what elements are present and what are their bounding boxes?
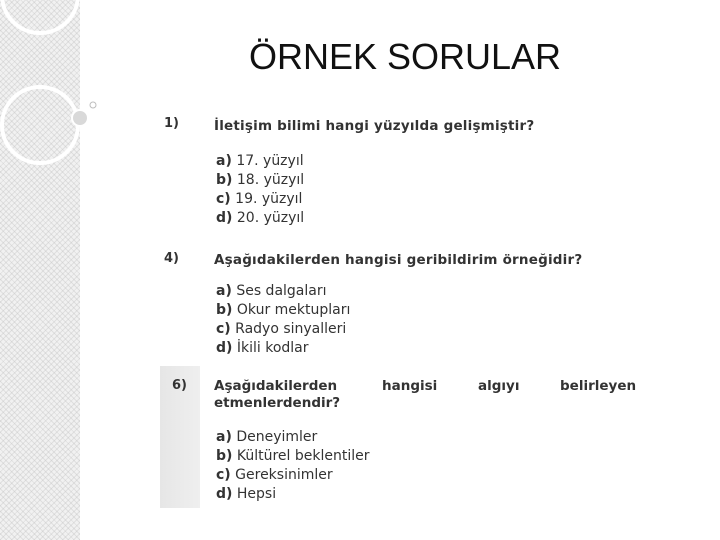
question-number: 4) <box>164 251 179 266</box>
option-item: d) İkili kodlar <box>216 340 309 356</box>
option-item: c) Gereksinimler <box>216 467 333 483</box>
question-text-word: Aşağıdakilerden <box>214 378 338 394</box>
option-item: b) Kültürel beklentiler <box>216 448 370 464</box>
decorative-circles-icon <box>0 0 110 200</box>
option-list <box>216 428 370 504</box>
option-item: a) 17. yüzyıl <box>216 153 304 169</box>
question-text: Aşağıdakilerden hangisi geribildirim örneğidir? <box>214 252 583 268</box>
page-title: ÖRNEK SORULAR <box>248 36 562 77</box>
option-item: b) 18. yüzyıl <box>216 172 305 188</box>
question-number: 1) <box>164 116 179 131</box>
option-item: d) Hepsi <box>216 486 277 502</box>
option-item: d) 20. yüzyıl <box>216 210 305 226</box>
question-text-line2: etmenlerdendir? <box>214 395 341 411</box>
option-list <box>216 282 350 358</box>
question-text-word: belirleyen <box>560 378 637 394</box>
option-item: b) Okur mektupları <box>216 302 351 318</box>
option-item: c) 19. yüzyıl <box>216 191 303 207</box>
question-text: İletişim bilimi hangi yüzyılda gelişmiştir? <box>214 118 535 134</box>
option-item: a) Ses dalgaları <box>216 283 327 299</box>
option-item: a) Deneyimler <box>216 429 318 445</box>
option-item: c) Radyo sinyalleri <box>216 321 347 337</box>
question-number: 6) <box>172 378 187 393</box>
option-list <box>216 152 304 228</box>
question-text-word: hangisi <box>382 378 438 394</box>
question-text-word: algıyı <box>478 378 520 394</box>
